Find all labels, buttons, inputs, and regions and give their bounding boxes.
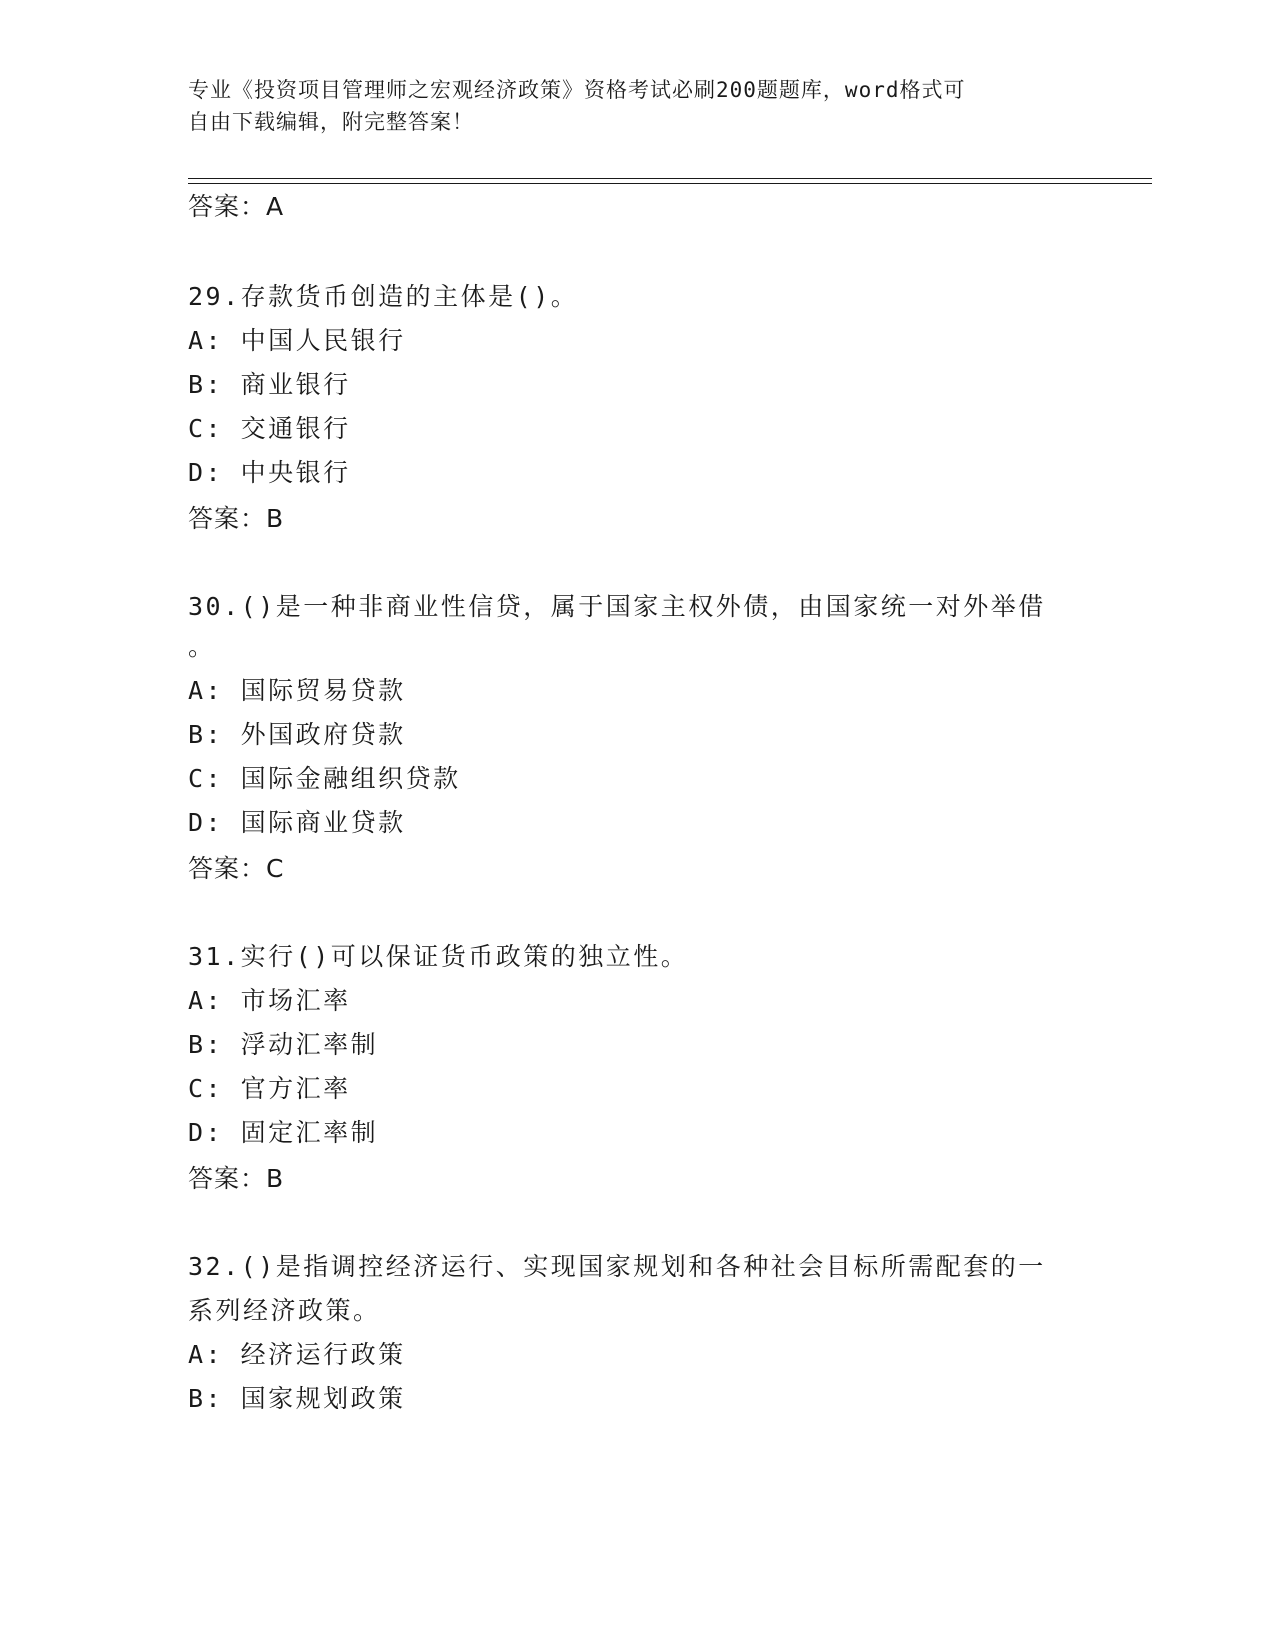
question-31-option-a: A: 市场汇率 xyxy=(188,986,351,1015)
answer-prev: 答案：A xyxy=(188,192,285,221)
header-divider-bottom xyxy=(188,183,1152,184)
question-29-option-b: B: 商业银行 xyxy=(188,370,351,399)
question-29-option-a: A: 中国人民银行 xyxy=(188,326,406,355)
header-line-2: 自由下载编辑，附完整答案！ xyxy=(188,110,474,134)
question-29-answer: 答案：B xyxy=(188,504,285,533)
question-30-option-a: A: 国际贸易贷款 xyxy=(188,676,406,705)
question-30-stem-line2: 。 xyxy=(188,632,216,661)
question-30-stem-line1: 30.()是一种非商业性信贷，属于国家主权外债，由国家统一对外举借 xyxy=(188,592,1046,621)
question-32-stem-line2: 系列经济政策。 xyxy=(188,1296,381,1325)
question-30-option-d: D: 国际商业贷款 xyxy=(188,808,406,837)
question-29-stem: 29.存款货币创造的主体是()。 xyxy=(188,282,579,311)
question-32-option-b: B: 国家规划政策 xyxy=(188,1384,406,1413)
question-29-option-c: C: 交通银行 xyxy=(188,414,351,443)
question-30-answer: 答案：C xyxy=(188,854,285,883)
question-29-option-d: D: 中央银行 xyxy=(188,458,351,487)
question-30-option-c: C: 国际金融组织贷款 xyxy=(188,764,461,793)
document-header xyxy=(188,74,1068,138)
question-31-stem: 31.实行()可以保证货币政策的独立性。 xyxy=(188,942,689,971)
question-31-option-c: C: 官方汇率 xyxy=(188,1074,351,1103)
question-31-option-d: D: 固定汇率制 xyxy=(188,1118,379,1147)
question-30-option-b: B: 外国政府贷款 xyxy=(188,720,406,749)
question-31-answer: 答案：B xyxy=(188,1164,285,1193)
header-line-1: 专业《投资项目管理师之宏观经济政策》资格考试必刷200题题库，word格式可 xyxy=(188,78,966,102)
question-32-stem-line1: 32.()是指调控经济运行、实现国家规划和各种社会目标所需配套的一 xyxy=(188,1252,1046,1281)
question-32-option-a: A: 经济运行政策 xyxy=(188,1340,406,1369)
header-divider-top xyxy=(188,178,1152,179)
question-31-option-b: B: 浮动汇率制 xyxy=(188,1030,379,1059)
